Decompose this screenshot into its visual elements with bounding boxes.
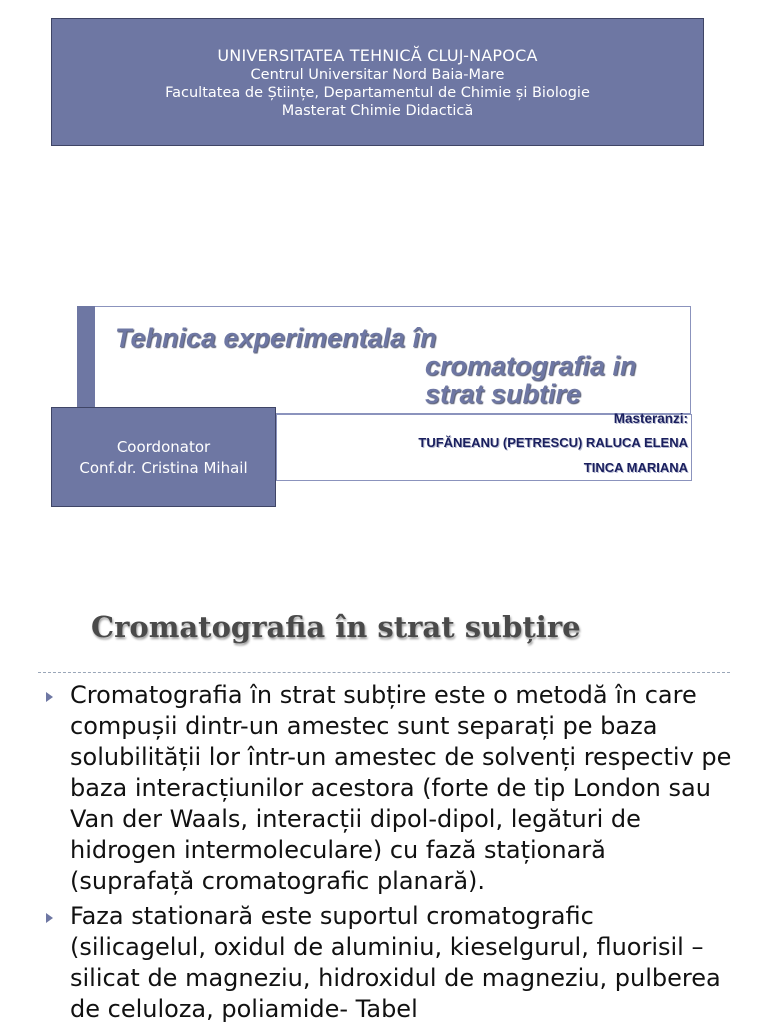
coordinator-box xyxy=(51,407,276,507)
university-center: Centrul Universitar Nord Baia-Mare xyxy=(250,66,505,83)
coordinator-label: Coordonator xyxy=(116,437,211,456)
divider xyxy=(38,672,730,673)
students-label: Masteranzi: xyxy=(613,411,688,426)
list-item xyxy=(44,680,734,897)
list-item xyxy=(44,901,734,1025)
presentation-title-line-3: strat subtire xyxy=(425,379,582,409)
program-name: Masterat Chimie Didactică xyxy=(281,102,474,119)
slide-title: Cromatografia în strat subțire xyxy=(91,610,581,644)
triangle-bullet-icon xyxy=(46,692,53,702)
bullet-text: Cromatografia în strat subțire este o metodă în care compușii dintr-un amestec sunt separați pe baza solubilității lor într-un amestec de solvenți respectiv pe baza interacțiunilor acestora (forte de tip London sau Van der Waals, interacții dipol-dipol, legături de hidrogen intermoleculare) cu fază staționară (suprafață cromatografic planară). xyxy=(70,681,732,895)
student-name: TUFĂNEANU (PETRESCU) RALUCA ELENA xyxy=(418,435,688,450)
student-name: TINCA MARIANA xyxy=(583,460,688,475)
presentation-title-line-1: Tehnica experimentala în xyxy=(115,323,437,353)
triangle-bullet-icon xyxy=(46,913,53,923)
bullet-text: Faza stationară este suportul cromatografic (silicagelul, oxidul de aluminiu, kieselgurul, fluorisil – silicat de magneziu, hidroxidul de magneziu, pulberea de celuloza, poliamide- Tabel xyxy=(70,902,721,1023)
faculty-name: Facultatea de Științe, Departamentul de Chimie și Biologie xyxy=(165,84,590,101)
coordinator-name: Conf.dr. Cristina Mihail xyxy=(79,458,248,477)
university-name: UNIVERSITATEA TEHNICĂ CLUJ-NAPOCA xyxy=(217,45,538,65)
title-accent-bar xyxy=(77,306,95,414)
bullet-list xyxy=(44,680,734,1029)
presentation-title-line-2: cromatografia in xyxy=(425,351,637,381)
university-header xyxy=(51,18,704,146)
